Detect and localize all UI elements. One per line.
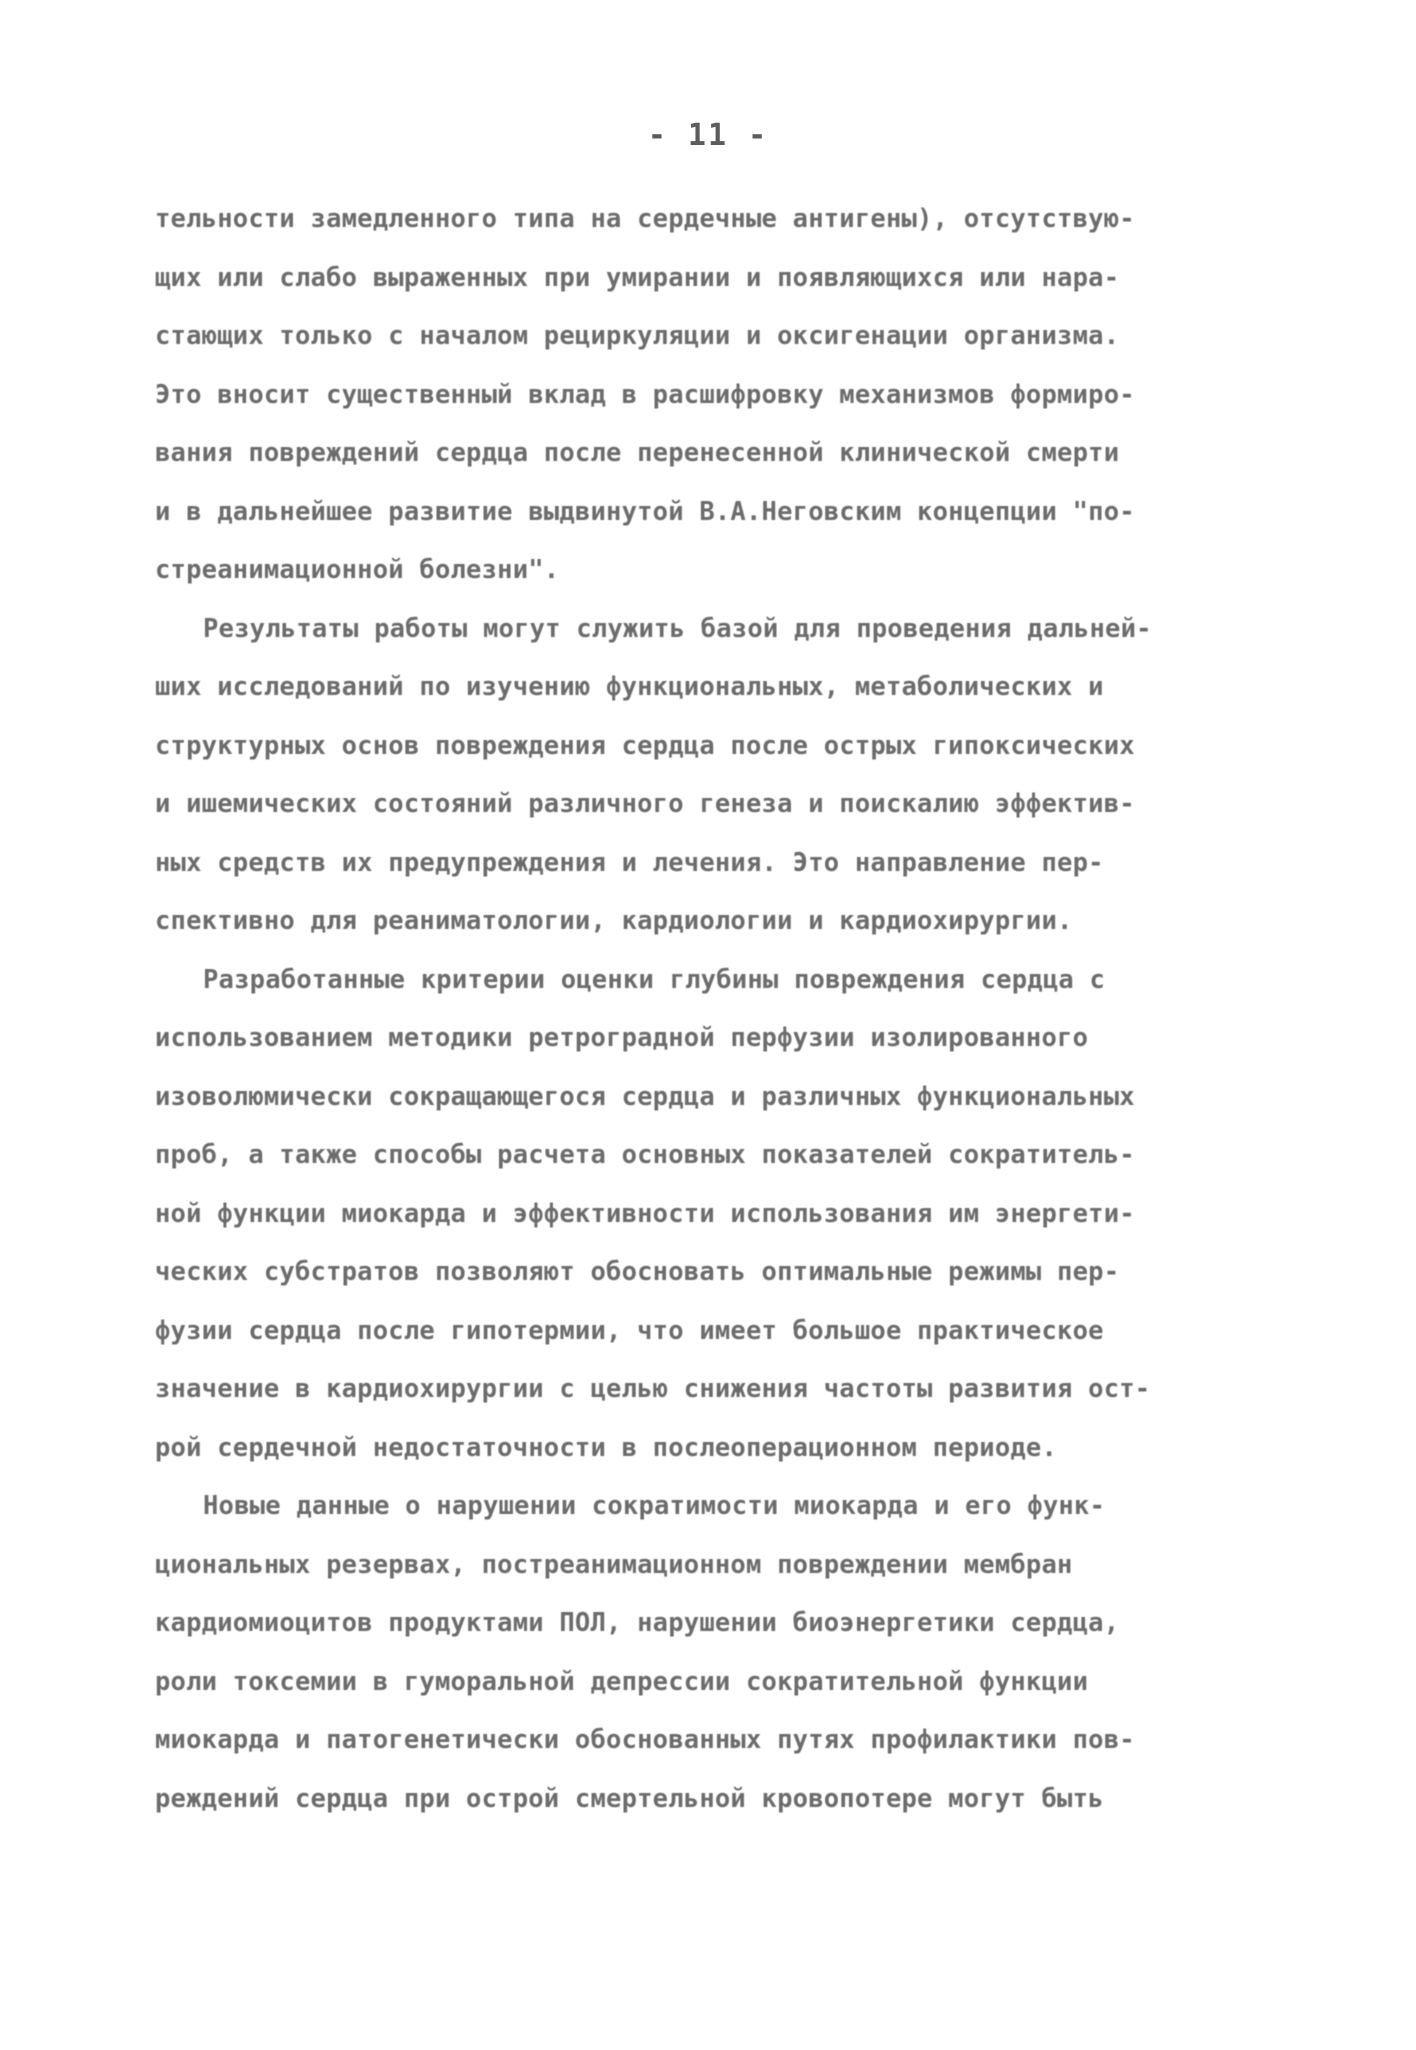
text-line: и в дальнейшее развитие выдвинутой В.А.Неговским концепции "по- — [155, 496, 1135, 527]
text-line: тельности замедленного типа на сердечные антигены), отсутствую- — [155, 204, 1135, 234]
text-line: щих или слабо выраженных при умирании и появляющихся или нара- — [155, 262, 1120, 293]
text-line: стреанимационной болезни". — [155, 555, 560, 585]
text-line: роли токсемии в гуморальной депрессии сократительной функции — [155, 1666, 1089, 1697]
text-line: вания повреждений сердца после перенесенной клинической смерти — [155, 438, 1120, 468]
text-line: миокарда и патогенетически обоснованных путях профилактики пов- — [155, 1725, 1135, 1755]
paragraph-start-line: Разработанные критерии оценки глубины повреждения сердца с — [203, 964, 1106, 995]
text-line: фузии сердца после гипотермии, что имеет большое практическое — [155, 1315, 1104, 1346]
text-line: структурных основ повреждения сердца после острых гипоксических — [155, 730, 1135, 761]
text-line: проб, а также способы расчета основных показателей сократитель- — [155, 1140, 1135, 1170]
text-line: циональных резервах, постреанимационном повреждении мембран — [155, 1549, 1073, 1580]
text-line: стающих только с началом рециркуляции и оксигенации организма. — [155, 321, 1120, 351]
text-line: ших исследований по изучению функциональных, метаболических и — [155, 672, 1104, 702]
text-line: спективно для реаниматологии, кардиологии и кардиохирургии. — [155, 906, 1073, 936]
text-line: ческих субстратов позволяют обосновать оптимальные режимы пер- — [155, 1257, 1120, 1287]
page-number: - 11 - — [647, 118, 769, 153]
text-line: значение в кардиохирургии с целью снижения частоты развития ост- — [155, 1374, 1151, 1404]
text-line: ной функции миокарда и эффективности использования им энергети- — [155, 1198, 1135, 1229]
text-line: изоволюмически сокращающегося сердца и различных функциональных — [155, 1081, 1135, 1112]
text-body — [155, 190, 1295, 1828]
text-line: рой сердечной недостаточности в послеоперационном периоде. — [155, 1432, 1058, 1463]
text-line: реждений сердца при острой смертельной кровопотере могут быть — [155, 1783, 1104, 1814]
text-line: ных средств их предупреждения и лечения. Это направление пер- — [155, 847, 1104, 878]
paragraph-start-line: Новые данные о нарушении сократимости миокарда и его функ- — [203, 1491, 1106, 1521]
text-line: и ишемических состояний различного генеза и поискалию эффектив- — [155, 789, 1135, 819]
text-line: кардиомиоцитов продуктами ПОЛ, нарушении биоэнергетики сердца, — [155, 1608, 1120, 1638]
text-line: использованием методики ретроградной перфузии изолированного — [155, 1023, 1089, 1053]
text-line: Это вносит существенный вклад в расшифровку механизмов формиро- — [155, 379, 1135, 410]
paragraph-start-line: Результаты работы могут служить базой для проведения дальней- — [203, 613, 1152, 644]
